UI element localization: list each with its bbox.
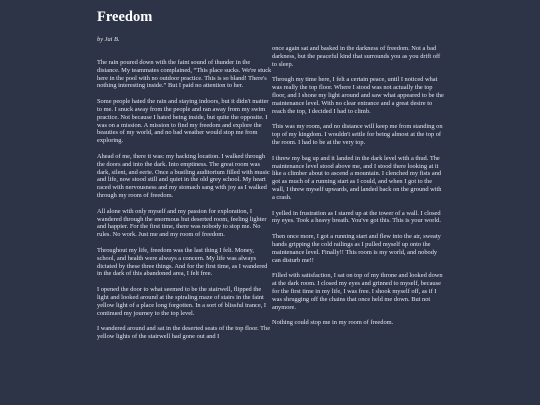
- story-paragraph: I yelled in frustration as I stared up at the tower of a wall. I closed my eyes. Took a heavy breath. You've got this. This is your world.: [272, 209, 441, 225]
- story-paragraph: Then once more, I got a running start and flew into the air, sweaty hands gripping the cold railings as I pulled myself up onto the maintenance level. Finally!! This room is my world, and nobody can disturb me!!: [272, 233, 441, 264]
- story-paragraph: Filled with satisfaction, I sat on top of my throne and looked down at the dark room. I closed my eyes and grinned to myself, because for the first time in my life, I was free. I shook myself off, as if I was shrugging off the chains that once held me down. But not anymore.: [272, 272, 443, 311]
- story-paragraph: This was my room, and no distance will keep me from standing on top of my kingdom. I wouldn't settle for being almost at the top of the room. I had to be at the very top.: [272, 123, 443, 146]
- story-paragraph: Some people hated the rain and staying indoors, but it didn't matter to me. I snuck away from the people and ran away from my swim practice. Not because I hated being inside, but quite the opposite. I was on a mission. A mission to find my freedom and explore the beauties of my world, and no bad weather would stop me from exploring.: [97, 98, 269, 145]
- left-column: [97, 59, 272, 349]
- story-paragraph: All alone with only myself and my passion for exploration, I wandered through the enormous but deserted room, feeling lighter and happier. For the first time, there was nobody to stop me. No rules. No work. Just me and my room of freedom.: [97, 207, 267, 239]
- story-paragraph: once again sat and basked in the darkness of freedom. Not a bad darkness, but the peaceful kind that surrounds you as you drift off to sleep.: [272, 45, 441, 68]
- right-column: [272, 45, 444, 335]
- story-title: Freedom: [97, 9, 153, 25]
- story-byline: by Jai B.: [97, 36, 120, 43]
- story-paragraph: Nothing could stop me in my room of freedom.: [272, 319, 394, 327]
- story-paragraph: Throughout my life, freedom was the last thing I felt. Money, school, and health were always a concern. My life was always dictated by these three things. And for the first time, as I wandered in the dark of this abandoned area, I felt free.: [97, 246, 268, 278]
- story-paragraph: The rain poured down with the faint sound of thunder in the distance. My teammates complained, “This place sucks. We're stuck here in the pool with no outdoor practice. This is so bland! There's nothing interesting inside.” But I paid no attention to her.: [97, 59, 272, 90]
- story-paragraph: Through my time here, I felt a certain peace, until I noticed what was really the top floor. Where I stood was not actually the top floor, and I shone my light around and saw what appeared to be the maintenance level. With no clear entrance and a great desire to reach the top, I decided I had to climb.: [272, 76, 444, 115]
- story-paragraph: Ahead of me, there it was: my hacking location. I walked through the doors and into the dark. Into emptiness. The great room was dark, silent, and eerie. Once a bustling auditorium filled with music and life, now stood still and quiet in the old grey school. My heart raced with nervousness and my stomach sang with joy as I walked through my room of freedom.: [97, 152, 270, 199]
- story-paragraph: I threw my bag up and it landed in the dark level with a thud. The maintenance level stood above me, and I stood there looking at it like a climber about to ascend a mountain. I clenched my fists and got as much of a running start as I could, and when I got to the wall, I threw myself upwards, and landed back on the ground with a crash.: [272, 154, 442, 201]
- story-paragraph: I opened the door to what seemed to be the stairwell, flipped the light and looked around at the spiraling maze of stairs in the faint yellow light of a place long forgotten. In a sort of blissful trance, I continued my journey to the top level.: [97, 286, 267, 317]
- story-paragraph: I wandered around and sat in the deserted seats of the top floor. The yellow lights of the stairwell had gone out and I: [97, 325, 271, 341]
